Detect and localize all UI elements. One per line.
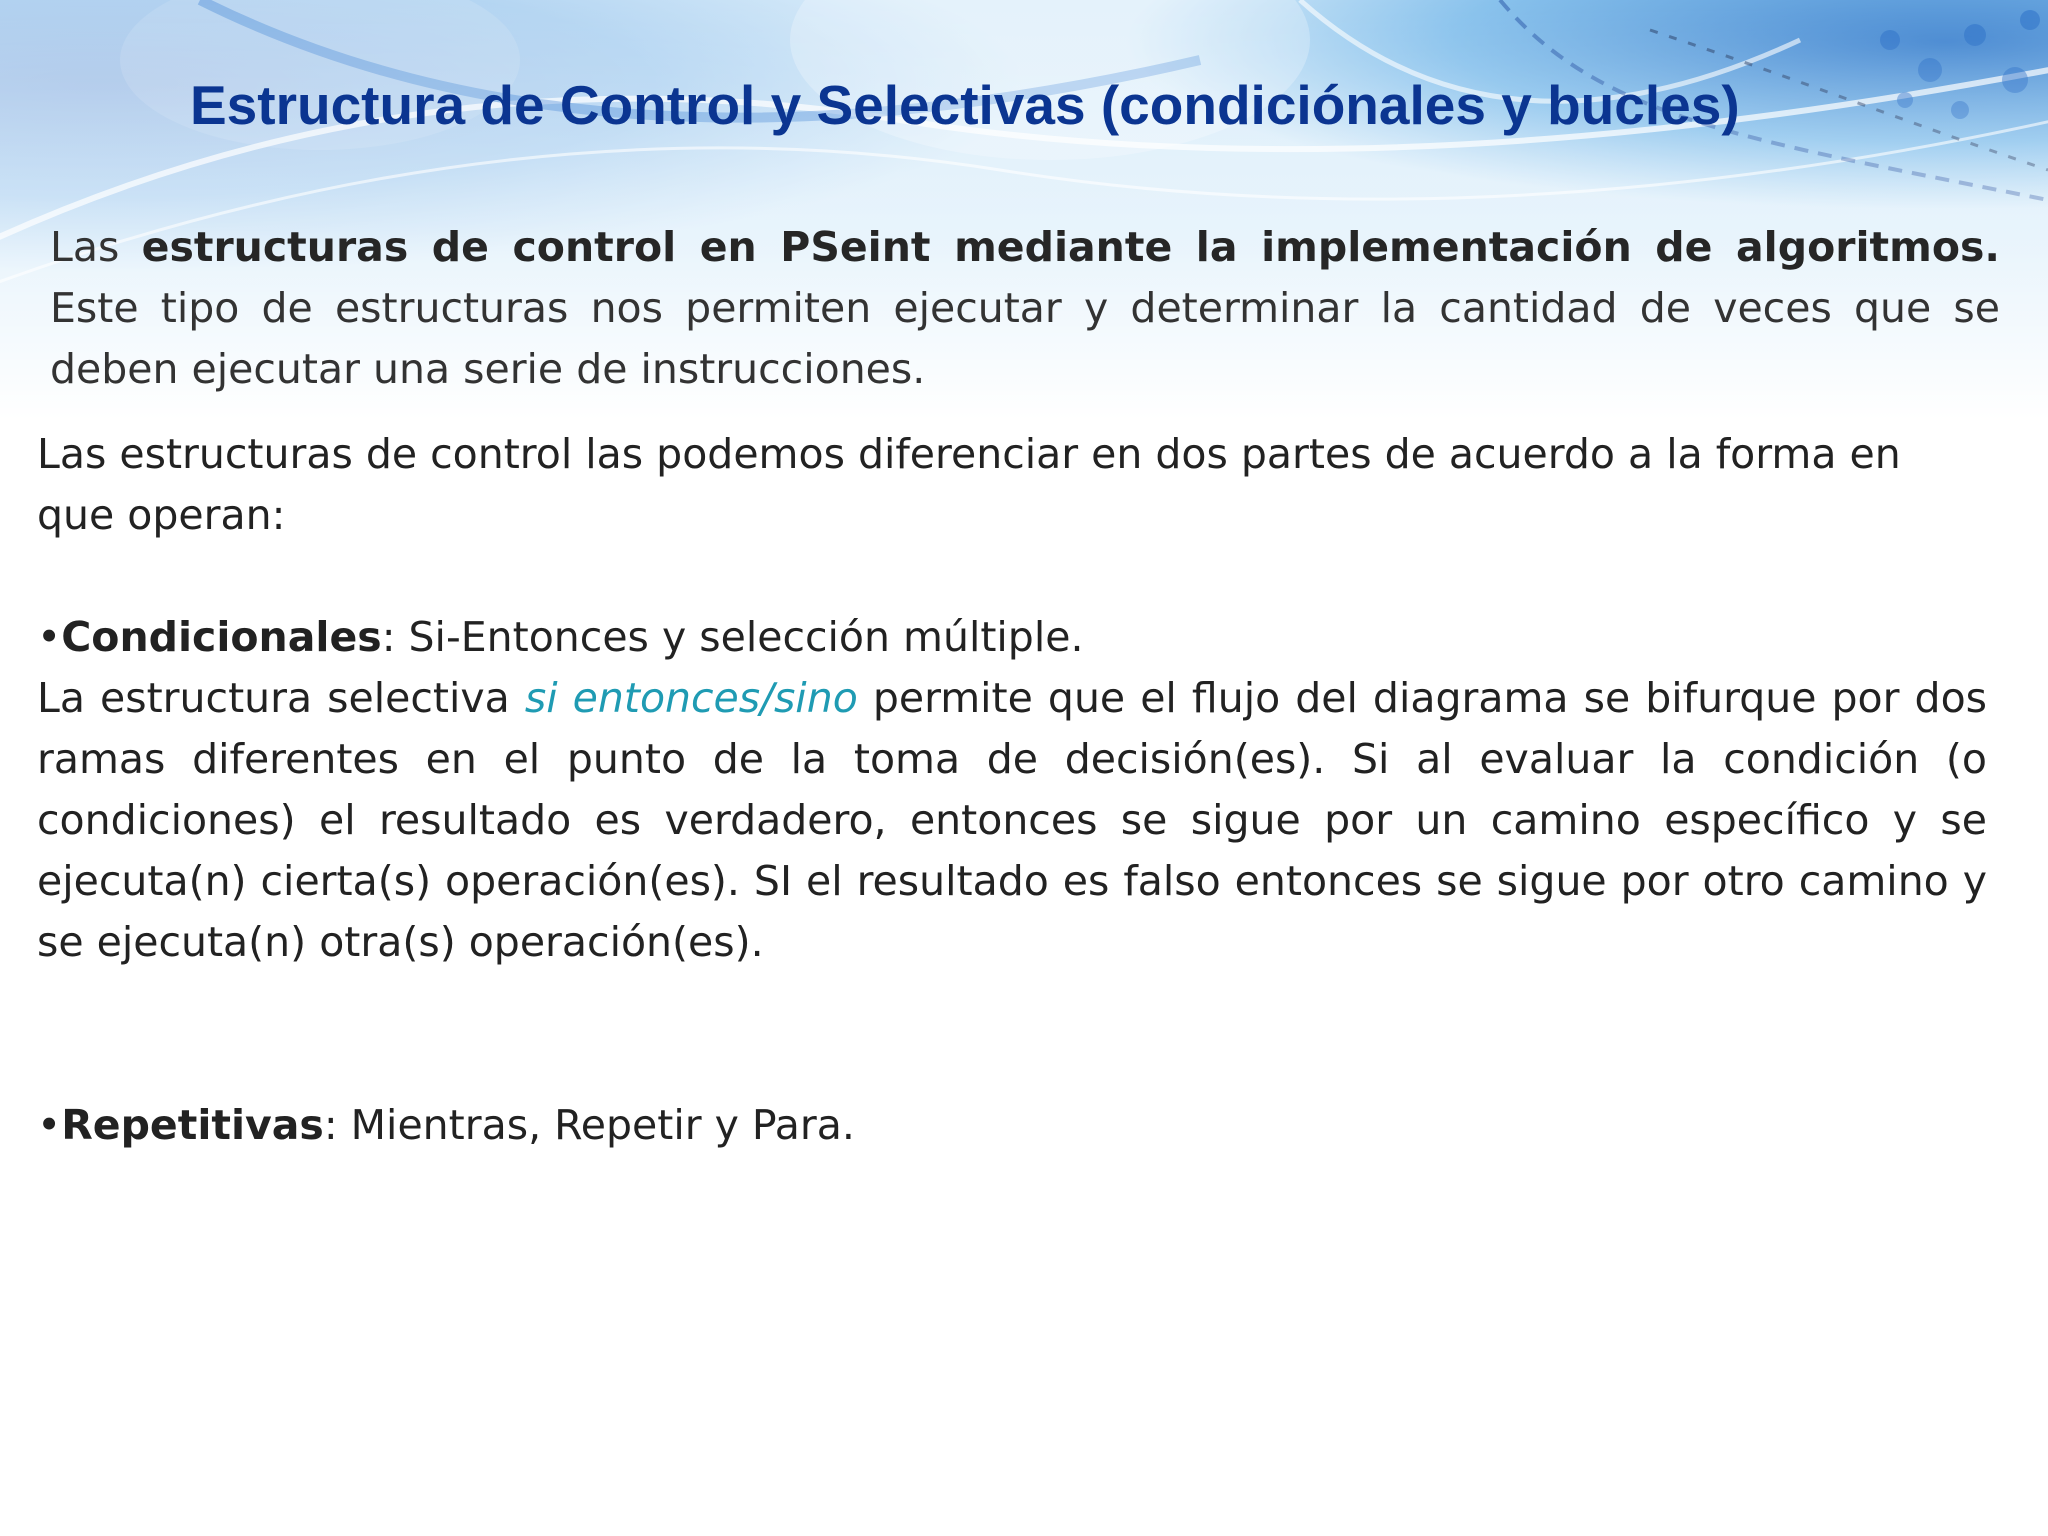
bullet-glyph: • bbox=[37, 613, 62, 661]
repetitives-text: : Mientras, Repetir y Para. bbox=[323, 1101, 855, 1149]
intro-lead: Las bbox=[50, 223, 142, 271]
intro-bold: estructuras de control en PSeint mediante la implementación de algoritmos. bbox=[141, 223, 2000, 271]
overview-paragraph: Las estructuras de control las podemos diferenciar en dos partes de acuerdo a la forma en que operan: bbox=[37, 430, 1901, 539]
intro-rest: Este tipo de estructuras nos permiten ejecutar y determinar la cantidad de veces que se deben ejecutar una serie de instrucciones. bbox=[50, 284, 2000, 393]
conditionals-text: : Si-Entonces y selección múltiple. bbox=[381, 613, 1084, 661]
bullet-glyph: • bbox=[37, 1101, 62, 1149]
repetitives-label: Repetitivas bbox=[61, 1101, 324, 1149]
description-after: permite que el flujo del diagrama se bifurque por dos ramas diferentes en el punto de la toma de decisión(es). Si al evaluar la condición (o condiciones) el resultado es verdadero, entonces se sigue por un camino específico y se ejecuta(n) cierta(s) operación(es). SI el resultado es falso entonces se sigue por otro camino y se ejecuta(n) otra(s) operación(es). bbox=[37, 674, 1988, 966]
description-before: La estructura selectiva bbox=[37, 674, 525, 722]
conditionals-bullet-item bbox=[37, 607, 1987, 668]
slide-title: Estructura de Control y Selectivas (condiciónales y bucles) bbox=[190, 74, 1740, 136]
conditionals-label: Condicionales bbox=[61, 613, 382, 661]
repetitives-bullet-item bbox=[37, 1095, 1987, 1156]
highlight-term: si entonces/sino bbox=[524, 674, 858, 722]
conditionals-description bbox=[37, 668, 1987, 973]
intro-paragraph bbox=[50, 217, 2000, 400]
